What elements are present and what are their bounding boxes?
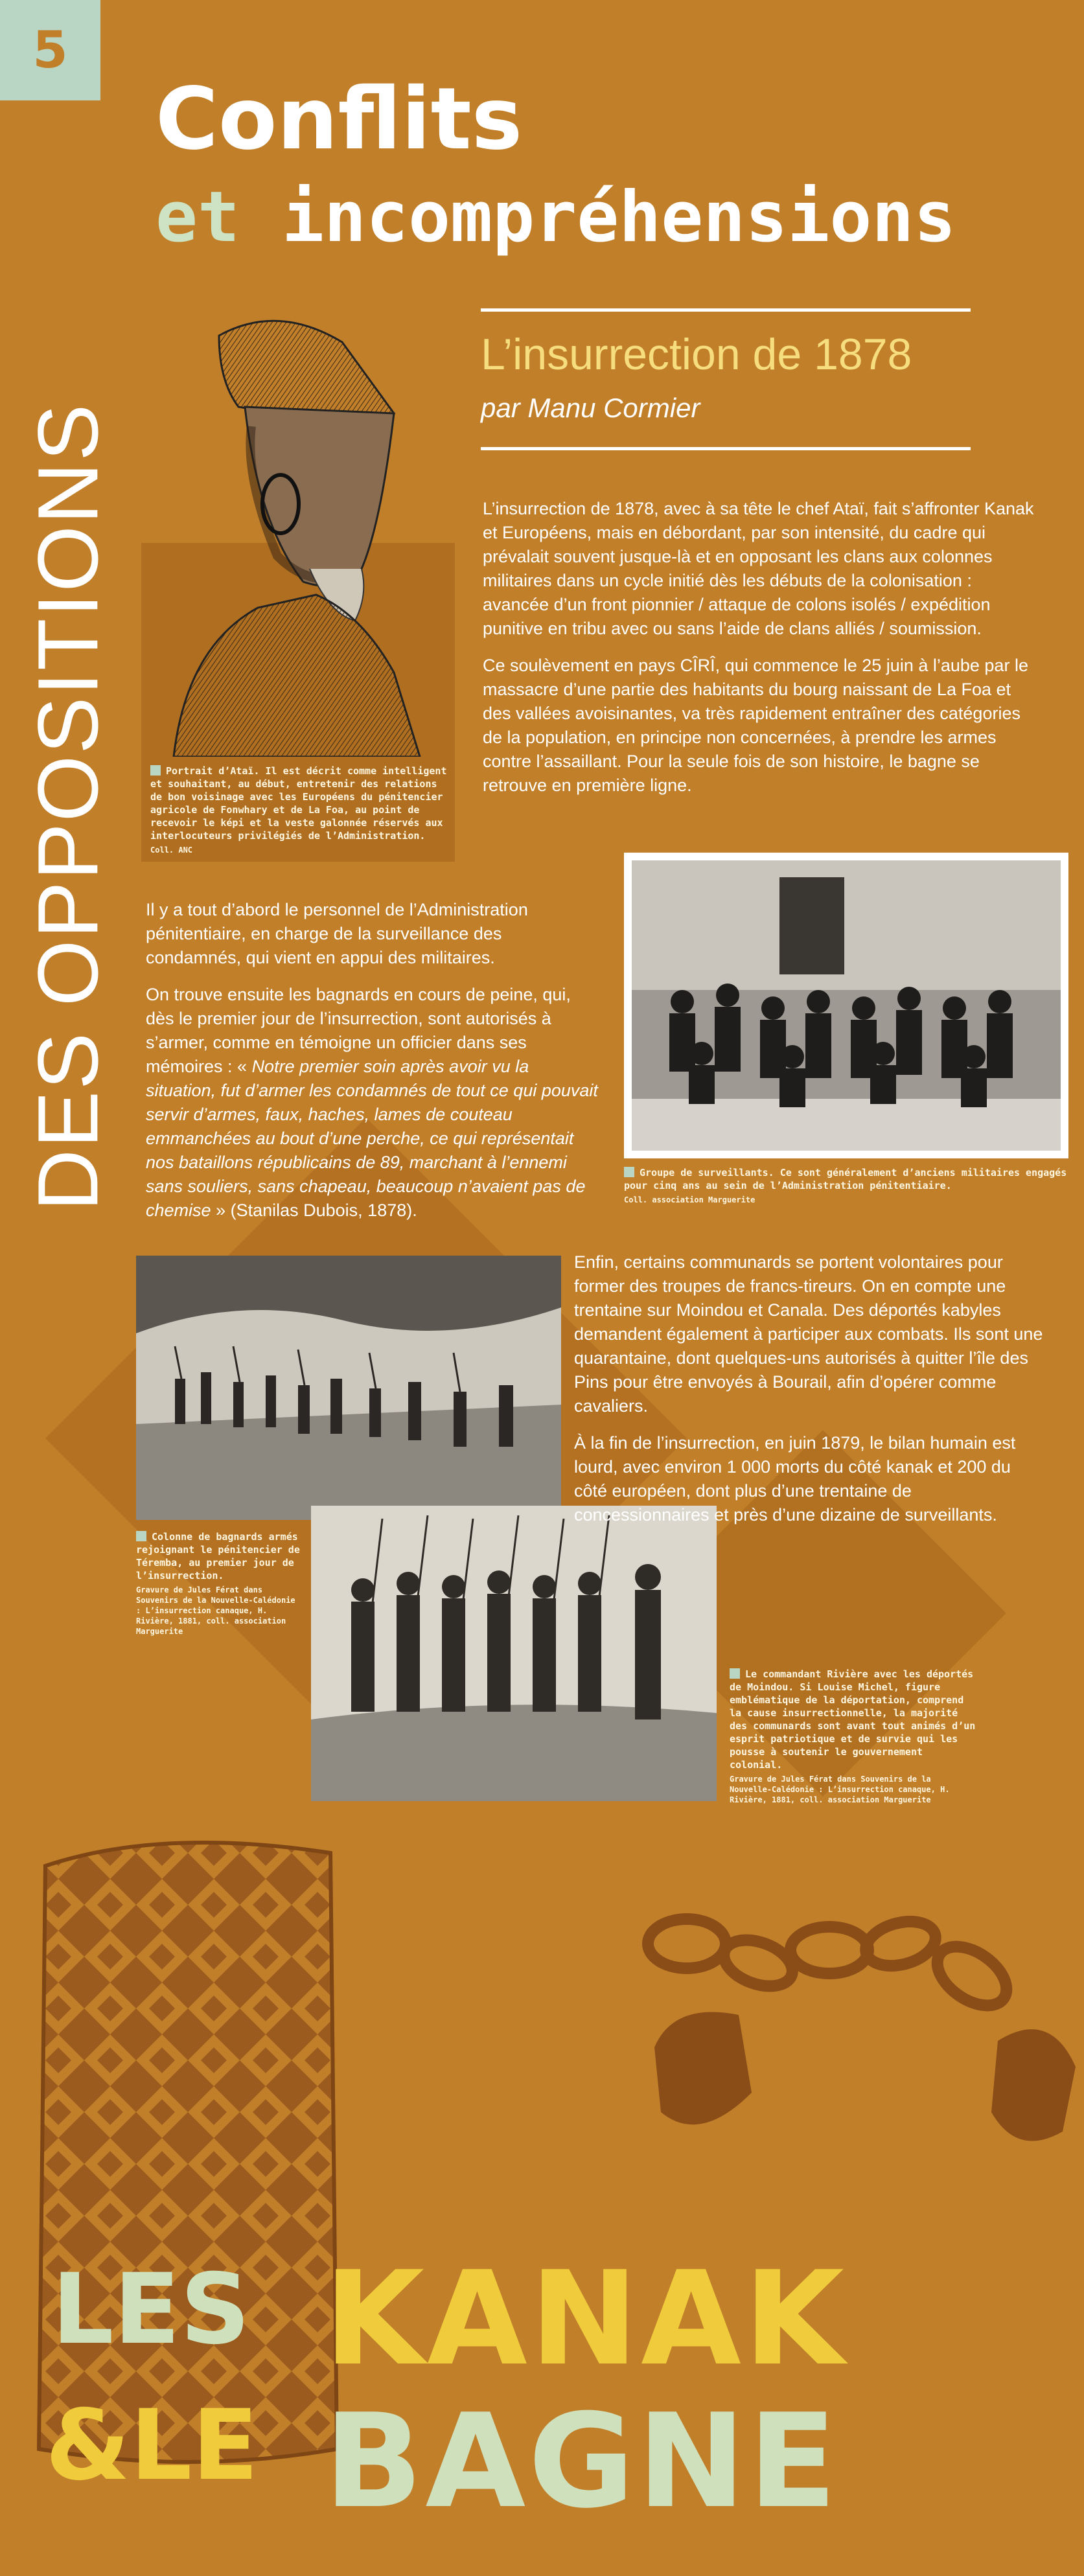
intro-paragraph-1: L’insurrection de 1878, avec à sa tête le chef Ataï, fait s’affronter Kanak et Européens, mais en débordant, par son intensité, du cadre qui prévalait souvent jusque-là et en opposant les clans aux colonnes militaires dans un cycle initié dès les débuts de la colonisation : avancée d’un front pionnier / attaque de colons isolés / expédition punitive en tribu avec ou sans l’aide de clans alliés / soumission.: [483, 499, 1034, 638]
vertical-label-text: DES OPPOSITIONS: [20, 402, 116, 1211]
atai-portrait-svg: [148, 310, 452, 757]
middle-quote-citation: » (Stanilas Dubois, 1878).: [216, 1201, 417, 1220]
bottom-paragraph-1: Enfin, certains communards se portent volontaires pour former des troupes de francs-tireurs. On en compte une trentaine sur Moindou et Canala. Des déportés kabyles demandent également à participer aux combats. Ils sont une quarantaine, dont quelques-uns autorisés à quitter l’île des Pins pour être envoyés à Bourail, afin d’opérer comme cavaliers.: [574, 1252, 1043, 1416]
atai-caption-source: Coll. ANC: [150, 845, 193, 855]
riviere-caption-text: Le commandant Rivière avec les déportés de Moindou. Si Louise Michel, figure emblématique de la déportation, comprend la cause insurrectionnelle, la majorité des communards sont avant tout animés d’un esprit patriotique et de survie qui les pousse à soutenir le gouvernement colonial.: [730, 1668, 976, 1771]
intro-text-block: [483, 497, 1037, 811]
atai-portrait-image: [148, 310, 452, 757]
caption-marker-icon: [136, 1531, 146, 1541]
surveillants-photo: [624, 853, 1068, 1158]
surveillants-caption-text: Groupe de surveillants. Ce sont généralement d’anciens militaires engagés pour cinq ans au sein de l’Administration pénitentiaire.: [624, 1167, 1067, 1191]
riviere-engraving-svg: [311, 1506, 717, 1801]
middle-quote: Notre premier soin après avoir vu la situation, fut d’armer les condamnés de tout ce qui pouvait servir d’armes, faux, haches, lames de couteau emmanchées au bout d’une perche, ce qui représentait nos bataillons républicains de 89, marchant à l’ennemi sans souliers, sans chapeau, beaucoup n’avaient pas de chemise: [146, 1057, 598, 1220]
colonne-engraving-svg: [136, 1256, 561, 1520]
bottom-paragraph-2: À la fin de l’insurrection, en juin 1879, le bilan humain est lourd, avec environ 1 000 morts du côté kanak et 200 du côté européen, dont plus d’une trentaine de concessionnaires et près d’une dizaine de surveillants.: [574, 1433, 1016, 1524]
page-title-line1: Conflits: [156, 69, 523, 169]
caption-marker-icon: [150, 765, 161, 776]
chain-svg: [635, 1898, 1082, 2183]
middle-text-block: [146, 898, 599, 1236]
chain-illustration: [635, 1898, 1082, 2183]
colonne-engraving-image: [136, 1256, 561, 1520]
atai-caption: [150, 765, 448, 855]
colonne-caption: [136, 1530, 305, 1637]
section-rule-top: [481, 308, 971, 312]
panel-number-badge: 5: [0, 0, 100, 100]
carved-panel-illustration: [32, 1827, 343, 2475]
middle-paragraph-1: Il y a tout d’abord le personnel de l’Administration pénitentiaire, en charge de la surveillance des condamnés, qui vient en appui des militaires.: [146, 900, 528, 967]
surveillants-caption: [624, 1166, 1071, 1205]
riviere-caption-source: Gravure de Jules Férat dans Souvenirs de la Nouvelle-Calédonie : L’insurrection canaque, H. Rivière, 1881, coll. association Marguerite: [730, 1775, 950, 1804]
logo-et-le: &LE: [45, 2389, 259, 2502]
riviere-engraving-image: [311, 1506, 717, 1801]
caption-marker-icon: [730, 1668, 740, 1679]
bottom-text-block: [574, 1250, 1047, 1540]
section-title: L’insurrection de 1878: [481, 330, 912, 379]
intro-paragraph-2: Ce soulèvement en pays CÎRÎ, qui commence le 25 juin à l’aube par le massacre d’une partie des habitants du bourg naissant de La Foa et des vallées avoisinantes, va très rapidement entraîner des catégories de la population, en principe non concernées, à prendre les armes contre l’assaillant. Pour la seule fois de son histoire, le bagne se retrouve en première ligne.: [483, 656, 1028, 795]
middle-paragraph-2-intro: On trouve ensuite les bagnards en cours de peine, qui, dès le premier jour de l’insurrection, sont autorisés à s’armer, comme en témoigne un officier dans ses mémoires : «: [146, 985, 571, 1076]
surveillants-photo-svg: [624, 853, 1068, 1158]
surveillants-caption-source: Coll. association Marguerite: [624, 1195, 755, 1204]
caption-marker-icon: [624, 1167, 634, 1177]
section-rule-bottom: [481, 447, 971, 450]
logo-bagne: BAGNE: [324, 2386, 840, 2537]
logo-kanak: KANAK: [324, 2244, 847, 2395]
vertical-section-label: [20, 337, 116, 1276]
title-line2-rest: incompréhensions: [282, 177, 956, 258]
middle-paragraph-2: [146, 983, 599, 1223]
page-title-line2: [156, 177, 956, 258]
riviere-caption: [730, 1668, 976, 1805]
carved-panel-svg: [32, 1827, 343, 2475]
atai-caption-text: Portrait d’Ataï. Il est décrit comme intelligent et souhaitant, au début, entretenir des relations de bon voisinage avec les Européens du pénitencier agricole de Fonwhary et de La Foa, au point de recevoir le képi et la veste galonnée réservés aux interlocuteurs privilégiés de l’Administration.: [150, 765, 447, 842]
section-author: par Manu Cormier: [481, 393, 700, 423]
logo-les: LES: [52, 2253, 251, 2366]
colonne-caption-text: Colonne de bagnards armés rejoignant le pénitencier de Téremba, au premier jour de l’insurrection.: [136, 1531, 300, 1581]
colonne-caption-source: Gravure de Jules Férat dans Souvenirs de la Nouvelle-Calédonie : L’insurrection canaque, H. Rivière, 1881, coll. association Marguerite: [136, 1585, 295, 1636]
title-line2-prefix: et: [156, 177, 240, 258]
